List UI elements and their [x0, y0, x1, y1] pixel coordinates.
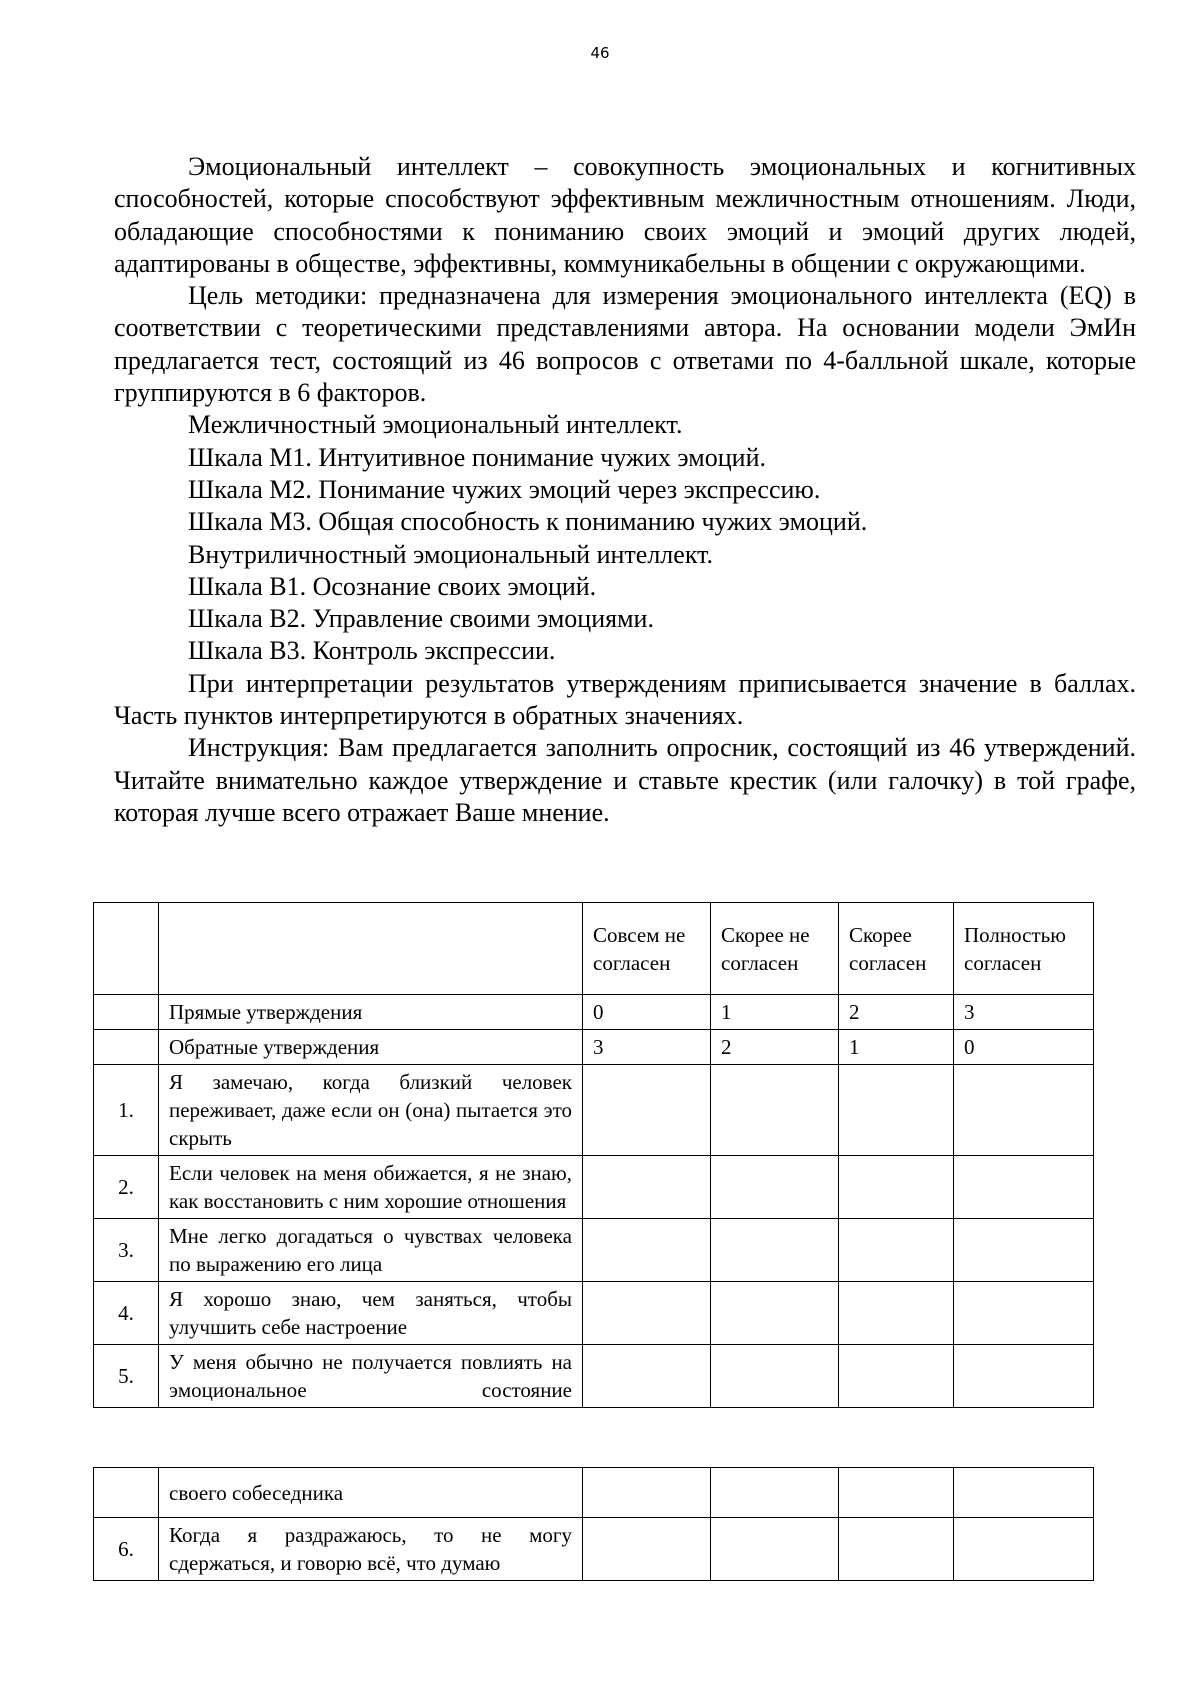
score-cell: 3	[583, 1030, 711, 1065]
item-number: 1.	[94, 1065, 159, 1156]
header-somewhat-disagree: Скорее не согласен	[711, 903, 839, 995]
answer-cell[interactable]	[954, 1518, 1094, 1581]
score-cell: 2	[711, 1030, 839, 1065]
header-strongly-agree: Полностью согласен	[954, 903, 1094, 995]
answer-cell[interactable]	[954, 1156, 1094, 1219]
answer-cell[interactable]	[583, 1219, 711, 1282]
item-statement: Если человек на меня обижается, я не знаю, как восстановить с ним хорошие отношения	[159, 1156, 583, 1219]
answer-cell[interactable]	[711, 1065, 839, 1156]
answer-cell[interactable]	[954, 1345, 1094, 1408]
answer-cell[interactable]	[839, 1065, 954, 1156]
answer-cell[interactable]	[839, 1156, 954, 1219]
item-row	[94, 1065, 1094, 1156]
body-text	[114, 151, 1136, 829]
paragraph-instruction: Инструкция: Вам предлагается заполнить опросник, состоящий из 46 утверждений. Читайте внимательно каждое утверждение и ставьте крестик (или галочку) в той графе, которая лучше всего отражает Ваше мнение.	[114, 733, 1136, 827]
answer-cell[interactable]	[583, 1518, 711, 1581]
answer-cell[interactable]	[711, 1468, 839, 1518]
item-statement: Я хорошо знаю, чем заняться, чтобы улучшить себе настроение	[159, 1282, 583, 1345]
answer-cell[interactable]	[839, 1282, 954, 1345]
item-row	[94, 1345, 1094, 1408]
paragraph-interpretation: При интерпретации результатов утверждениям приписывается значение в баллах. Часть пунктов интерпретируются в обратных значениях.	[114, 668, 1136, 731]
scoring-label: Обратные утверждения	[159, 1030, 583, 1065]
item-row	[94, 1219, 1094, 1282]
answer-cell[interactable]	[954, 1282, 1094, 1345]
item-statement: Я замечаю, когда близкий человек переживает, даже если он (она) пытается это скрыть	[159, 1065, 583, 1156]
score-cell: 0	[954, 1030, 1094, 1065]
answer-cell[interactable]	[583, 1345, 711, 1408]
item-statement-continuation: своего собеседника	[159, 1468, 583, 1518]
scale-group-interpersonal: Межличностный эмоциональный интеллект.	[188, 410, 683, 440]
score-cell: 1	[711, 995, 839, 1030]
answer-cell[interactable]	[839, 1468, 954, 1518]
answer-cell[interactable]	[711, 1282, 839, 1345]
item-row	[94, 1282, 1094, 1345]
answer-cell[interactable]	[711, 1219, 839, 1282]
answer-cell[interactable]	[954, 1468, 1094, 1518]
header-somewhat-agree: Скорее согласен	[839, 903, 954, 995]
continuation-row	[94, 1468, 1094, 1518]
scale-v1: Шкала В1. Осознание своих эмоций.	[188, 571, 597, 601]
item-row	[94, 1518, 1094, 1581]
item-statement: Мне легко догадаться о чувствах человека по выражению его лица	[159, 1219, 583, 1282]
item-number: 5.	[94, 1345, 159, 1408]
score-cell: 1	[839, 1030, 954, 1065]
answer-cell[interactable]	[839, 1518, 954, 1581]
score-cell: 2	[839, 995, 954, 1030]
answer-cell[interactable]	[583, 1282, 711, 1345]
answer-cell[interactable]	[711, 1345, 839, 1408]
header-statement-cell	[159, 903, 583, 995]
page-number: 46	[590, 44, 610, 62]
scoring-row-direct	[94, 995, 1094, 1030]
header-num-cell	[94, 903, 159, 995]
item-number: 3.	[94, 1219, 159, 1282]
scale-v3: Шкала В3. Контроль экспрессии.	[188, 636, 556, 666]
header-strongly-disagree: Совсем не согласен	[583, 903, 711, 995]
scale-m1: Шкала М1. Интуитивное понимание чужих эмоций.	[188, 442, 766, 472]
answer-cell[interactable]	[954, 1219, 1094, 1282]
header-row	[94, 903, 1094, 995]
score-cell: 0	[583, 995, 711, 1030]
scale-v2: Шкала В2. Управление своими эмоциями.	[188, 604, 654, 634]
scale-m3: Шкала М3. Общая способность к пониманию чужих эмоций.	[188, 507, 868, 537]
answer-cell[interactable]	[583, 1156, 711, 1219]
paragraph-definition: Эмоциональный интеллект – совокупность эмоциональных и когнитивных способностей, которые способствуют эффективным межличностным отношениям. Люди, обладающие способностями к пониманию своих эмоций и эмоций других людей, адаптированы в обществе, эффективны, коммуникабельны в общении с окружающими.	[114, 152, 1136, 278]
answer-cell[interactable]	[839, 1345, 954, 1408]
questionnaire-table	[93, 902, 1094, 1408]
answer-cell[interactable]	[839, 1219, 954, 1282]
paragraph-goal: Цель методики: предназначена для измерения эмоционального интеллекта (EQ) в соответствии с теоретическими представлениями автора. На основании модели ЭмИн предлагается тест, состоящий из 46 вопросов с ответами по 4-балльной шкале, которые группируются в 6 факторов.	[114, 281, 1136, 408]
answer-cell[interactable]	[711, 1518, 839, 1581]
answer-cell[interactable]	[954, 1065, 1094, 1156]
scale-group-intrapersonal: Внутриличностный эмоциональный интеллект.	[188, 539, 714, 569]
item-number: 4.	[94, 1282, 159, 1345]
answer-cell[interactable]	[583, 1468, 711, 1518]
scale-m2: Шкала М2. Понимание чужих эмоций через экспрессию.	[188, 474, 821, 504]
scoring-label: Прямые утверждения	[159, 995, 583, 1030]
item-statement: У меня обычно не получается повлиять на эмоциональное состояние	[159, 1345, 583, 1408]
item-number: 2.	[94, 1156, 159, 1219]
answer-cell[interactable]	[583, 1065, 711, 1156]
item-statement: Когда я раздражаюсь, то не могу сдержаться, и говорю всё, что думаю	[159, 1518, 583, 1581]
scoring-row-reverse	[94, 1030, 1094, 1065]
item-row	[94, 1156, 1094, 1219]
item-number: 6.	[94, 1518, 159, 1581]
questionnaire-table-continued	[93, 1467, 1094, 1581]
answer-cell[interactable]	[711, 1156, 839, 1219]
score-cell: 3	[954, 995, 1094, 1030]
